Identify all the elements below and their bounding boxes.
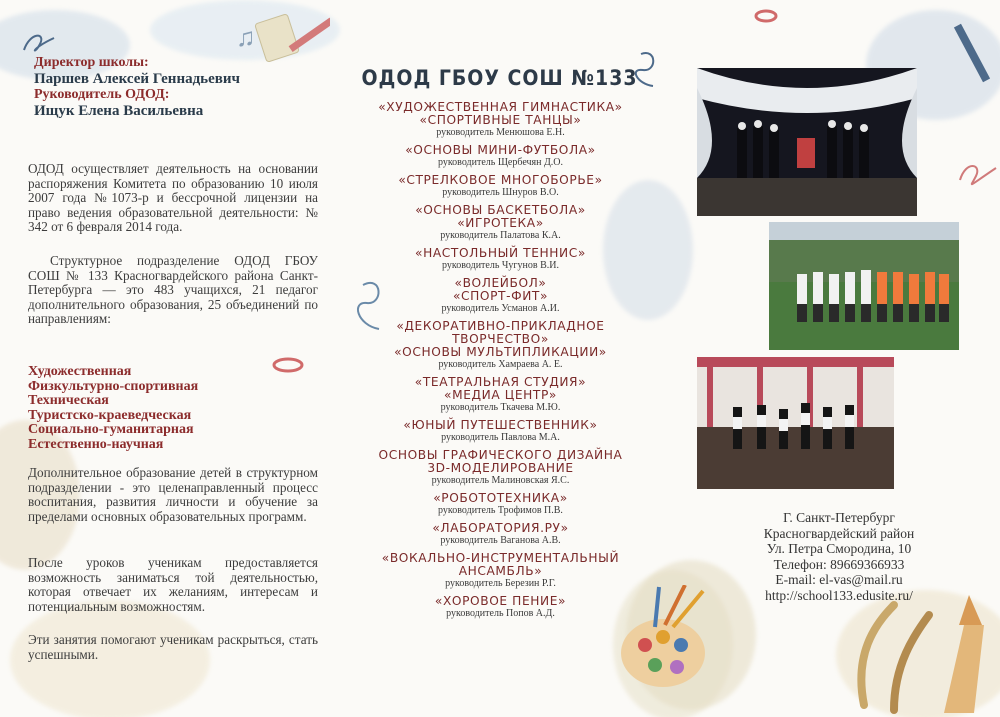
list-item	[353, 552, 648, 589]
club-name: «ВОЛЕЙБОЛ»	[454, 276, 547, 290]
eraser-icon	[751, 6, 781, 26]
list-item	[353, 419, 648, 443]
right-panel	[666, 0, 1000, 717]
list-item	[353, 376, 648, 413]
club-name: «ОСНОВЫ МИНИ-ФУТБОЛА»	[405, 143, 596, 157]
club-head: руководитель Щербечян Д.О.	[437, 157, 564, 168]
swirl-icon	[20, 28, 60, 58]
contact-address: Ул. Петра Смородина, 10	[766, 541, 912, 557]
contact-district: Красногвардейский район	[763, 525, 915, 541]
club-name: ОСНОВЫ ГРАФИЧЕСКОГО ДИЗАЙНА	[378, 448, 623, 462]
club-head: руководитель Менюшова Е.Н.	[436, 127, 565, 138]
swirl-icon	[956, 160, 1000, 190]
club-name: «ВОКАЛЬНО-ИНСТРУМЕНТАЛЬНЫЙ	[381, 551, 620, 565]
paint-palette-icon	[615, 585, 715, 695]
stage-performance-image	[697, 68, 917, 216]
staff-block	[34, 55, 324, 119]
club-head: руководитель Хамраева А. Е.	[438, 359, 563, 370]
pencil-icon	[946, 20, 1000, 90]
club-name: «ТЕАТРАЛЬНАЯ СТУДИЯ»	[414, 375, 587, 389]
club-name: «ЮНЫЙ ПУТЕШЕСТВЕННИК»	[403, 418, 598, 432]
club-name: «СПОРТИВНЫЕ ТАНЦЫ»	[419, 113, 582, 127]
club-head: руководитель Трофимов П.В.	[438, 505, 563, 516]
club-head: руководитель Палатова К.А.	[440, 230, 561, 241]
photo-stage	[697, 68, 917, 216]
list-item	[353, 204, 648, 241]
left-panel	[0, 0, 333, 717]
contact-website: http://school133.edusite.ru/	[765, 587, 913, 603]
club-name: АНСАМБЛЬ»	[458, 564, 543, 578]
list-item	[353, 247, 648, 271]
brushes-decoration-icon	[834, 585, 1000, 715]
photo-football-team	[769, 222, 959, 350]
list-item	[353, 101, 648, 138]
svg-text:♫: ♫	[236, 23, 256, 52]
club-head: руководитель Шнуров В.О.	[442, 187, 559, 198]
dance-hall-image	[697, 357, 894, 489]
club-head: руководитель Березин Р.Г.	[445, 578, 556, 589]
list-item	[353, 320, 648, 370]
direction-item: Техническая	[28, 393, 109, 408]
staff-role: Руководитель ОДОД:	[34, 87, 170, 102]
contact-phone: Телефон: 89669366933	[773, 556, 905, 572]
club-head: руководитель Павлова М.А.	[441, 432, 560, 443]
club-name: «СПОРТ-ФИТ»	[452, 289, 549, 303]
club-head: руководитель Малиновская Я.С.	[431, 475, 570, 486]
directions-list	[28, 365, 318, 452]
club-name: «НАСТОЛЬНЫЙ ТЕННИС»	[415, 246, 586, 260]
club-name: «ЛАБОРАТОРИЯ.РУ»	[432, 521, 569, 535]
clubs-list	[353, 101, 648, 625]
club-head: руководитель Попов А.Д.	[446, 608, 555, 619]
page-title: ОДОД ГБОУ СОШ №133	[361, 66, 638, 90]
direction-item: Художественная	[28, 364, 132, 379]
list-item	[353, 522, 648, 546]
list-item	[353, 449, 648, 486]
paragraph-license: ОДОД осуществляет деятельность на основании распоряжения Комитета по образованию 10 июля 2007 года №1073-р и бессрочной лицензии на право ведения образовательной деятельности: № 342 от 6 февраля 2014 года.	[28, 161, 318, 235]
list-item	[353, 277, 648, 314]
list-item	[353, 174, 648, 198]
list-item	[353, 492, 648, 516]
paragraph-structure: Структурное подразделение ОДОД ГБОУ СОШ № 133 Красногвардейского района Санкт-Петербурга — это 483 учащихся, 21 педагог дополнительного образования, 25 объединений по направлениям:	[28, 253, 318, 327]
club-name: «РОБОТОТЕХНИКА»	[433, 491, 568, 505]
club-name: «ХУДОЖЕСТВЕННАЯ ГИМНАСТИКА»	[378, 100, 623, 114]
club-name: «ОСНОВЫ МУЛЬТИПЛИКАЦИИ»	[394, 345, 607, 359]
list-item	[353, 595, 648, 619]
direction-item: Физкультурно-спортивная	[28, 378, 199, 394]
paragraph-education: Дополнительное образование детей в структурном подразделении - это целенаправленный процесс воспитания, развития личности и обучение за пределами основных образовательных программ.	[28, 465, 318, 524]
club-name: «ДЕКОРАТИВНО-ПРИКЛАДНОЕ ТВОРЧЕСТВО»	[396, 319, 605, 346]
direction-item: Туристско-краеведческая	[28, 407, 192, 423]
club-head: руководитель Усманов А.И.	[441, 303, 560, 314]
club-head: руководитель Ткачева М.Ю.	[440, 402, 561, 413]
staff-person: Ищук Елена Васильевна	[34, 103, 204, 119]
eraser-icon	[268, 355, 308, 375]
club-name: «ИГРОТЕКА»	[457, 216, 544, 230]
photo-dance-hall	[697, 357, 894, 489]
paragraph-success: Эти занятия помогают ученикам раскрыться, стать успешными.	[28, 632, 318, 662]
club-name: «ОСНОВЫ БАСКЕТБОЛА»	[415, 203, 586, 217]
direction-item: Естественно-научная	[28, 436, 164, 452]
team-outdoor-image	[769, 222, 959, 350]
list-item	[353, 144, 648, 168]
staff-role: Директор школы:	[34, 55, 149, 70]
staff-person: Паршев Алексей Геннадьевич	[34, 71, 240, 87]
club-head: руководитель Ваганова А.В.	[440, 535, 561, 546]
club-name: «ХОРОВОЕ ПЕНИЕ»	[434, 594, 567, 608]
club-head: руководитель Чугунов В.И.	[442, 260, 559, 271]
club-name: «МЕДИА ЦЕНТР»	[444, 388, 557, 402]
paragraph-after-lessons: После уроков ученикам предоставляется возможность заниматься той деятельностью, которая отвечает их желаниям, интересам и потенциальным возможностям.	[28, 555, 318, 614]
contact-city: Г. Санкт-Петербург	[783, 510, 895, 525]
club-name: «СТРЕЛКОВОЕ МНОГОБОРЬЕ»	[398, 173, 603, 187]
direction-item: Социально-гуманитарная	[28, 422, 194, 437]
club-name: 3D-МОДЕЛИРОВАНИЕ	[427, 461, 574, 475]
contact-email: E-mail: el-vas@mail.ru	[775, 572, 903, 588]
